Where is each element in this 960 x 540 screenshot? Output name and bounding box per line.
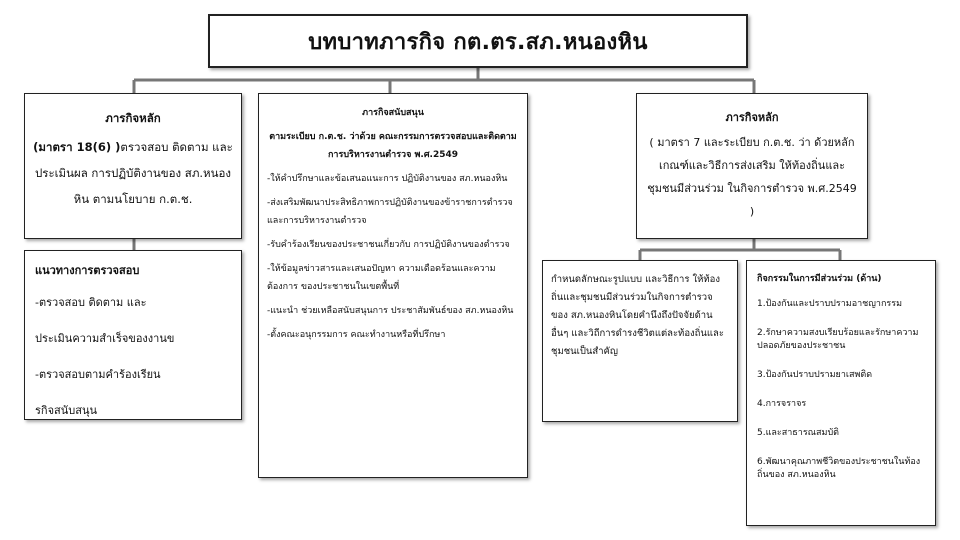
inspection-guidelines-heading: แนวทางการตรวจสอบ — [35, 264, 140, 277]
support-mission-item: -แนะนำ ช่วยเหลือสนับสนุนการ ประชาสัมพันธ์ของ สภ.หนองหิน — [267, 306, 514, 316]
inspection-line: ประเมินความสำเร็จของงานข — [35, 332, 175, 345]
inspection-guidelines-box — [24, 250, 242, 420]
support-mission-heading: ภารกิจสนับสนุน — [362, 108, 424, 118]
inspection-line: รกิจสนับสนุน — [35, 404, 97, 417]
participation-activities-heading: กิจกรรมในการมีส่วนร่วม (ด้าน) — [757, 274, 882, 284]
inspection-line: -ตรวจสอบตามคำร้องเรียน — [35, 368, 161, 381]
main-mission-heading-right: ภารกิจหลัก — [725, 111, 779, 124]
participation-activity-item: 1.ป้องกันและปราบปรามอาชญากรรม — [757, 299, 903, 309]
support-mission-subheading: ตามระเบียบ ก.ต.ช. ว่าด้วย คณะกรรมการตรวจสอบและติดตามการบริหารงานตำรวจ พ.ศ.2549 — [269, 132, 517, 160]
participation-activity-item: 4.การจราจร — [757, 399, 807, 409]
main-mission-body-right: ( มาตรา 7 และระเบียบ ก.ต.ช. ว่า ด้วยหลักเกณฑ์และวิธีการส่งเสริม ให้ท้องถิ่นและชุมชนมีส่วนร่วม ในกิจการตำรวจ พ.ศ.2549 ) — [647, 136, 857, 218]
participation-format-box — [542, 260, 738, 422]
main-mission-text — [33, 134, 233, 212]
support-mission-box — [258, 93, 528, 478]
main-mission-heading: ภารกิจหลัก — [105, 111, 161, 125]
main-mission-section: (มาตรา 18(6) ) — [33, 140, 121, 154]
support-mission-item: -ตั้งคณะอนุกรรมการ คณะทำงานหรือที่ปรึกษา — [267, 330, 446, 340]
diagram-title: บทบาทภารกิจ กต.ตร.สภ.หนองหิน — [208, 14, 748, 68]
participation-format-text: กำหนดลักษณะรูปแบบ และวิธีการ ให้ท้องถิ่นและชุมชนมีส่วนร่วมในกิจการตำรวจของ สภ.หนองหินโดยคำนึงถึงปัจจัยด้านอื่นๆ และวิถีการดำรงชีวิตแต่ละท้องถิ่นและชุมชนเป็นสำคัญ — [551, 274, 724, 357]
support-mission-item: -ให้ข้อมูลข่าวสารและเสนอปัญหา ความเดือดร้อนและความต้องการ ของประชาชนในเขตพื้นที่ — [267, 264, 496, 292]
main-mission-body: ตรวจสอบ ติดตาม และประเมินผล การปฏิบัติงานของ สภ.หนองหิน ตามนโยบาย ก.ต.ช. — [34, 140, 233, 206]
support-mission-item: -รับคำร้องเรียนของประชาชนเกี่ยวกับ การปฏิบัติงานของตำรวจ — [267, 240, 510, 250]
participation-activities-box — [746, 260, 936, 526]
participation-activity-item: 3.ป้องกันปราบปรามยาเสพติด — [757, 370, 873, 380]
inspection-line: -ตรวจสอบ ติดตาม และ — [35, 296, 147, 309]
support-mission-item: -ให้คำปรึกษาและข้อเสนอแนะการ ปฏิบัติงานของ สภ.หนองหิน — [267, 174, 508, 184]
participation-activity-item: 5.และสาธารณสมบัติ — [757, 428, 839, 438]
support-mission-item: -ส่งเสริมพัฒนาประสิทธิภาพการปฏิบัติงานของข้าราชการตำรวจและการบริหารงานตำรวจ — [267, 198, 513, 226]
participation-activity-item: 2.รักษาความสงบเรียบร้อยและรักษาความปลอดภัยของประชาชน — [757, 328, 919, 351]
participation-activity-item: 6.พัฒนาคุณภาพชีวิตของประชาชนในท้องถิ่นของ สภ.หนองหิน — [757, 457, 921, 480]
main-mission-box-left — [24, 93, 242, 239]
main-mission-box-right — [636, 93, 868, 239]
